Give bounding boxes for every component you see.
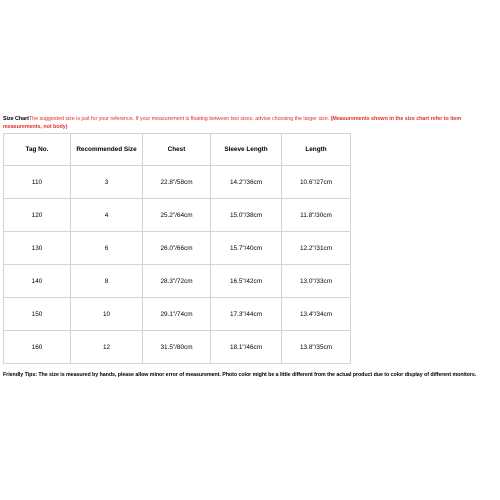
table-row bbox=[4, 199, 351, 232]
cell-chest: 22.8"/58cm bbox=[143, 166, 211, 199]
cell-length: 11.8"/30cm bbox=[282, 199, 351, 232]
cell-sleeve-length: 17.3"/44cm bbox=[211, 298, 282, 331]
measurement-disclaimer: (Measurements shown in the size chart refer to item measurements, not body) bbox=[3, 116, 462, 130]
cell-chest: 25.2"/64cm bbox=[143, 199, 211, 232]
cell-tag-no: 160 bbox=[4, 331, 71, 364]
cell-chest: 29.1"/74cm bbox=[143, 298, 211, 331]
cell-tag-no: 110 bbox=[4, 166, 71, 199]
cell-sleeve-length: 14.2"/36cm bbox=[211, 166, 282, 199]
cell-length: 13.4"/34cm bbox=[282, 298, 351, 331]
size-chart-title: Size Chart bbox=[3, 116, 29, 122]
column-header-length: Length bbox=[282, 134, 351, 166]
cell-recommended-size: 3 bbox=[71, 166, 143, 199]
cell-length: 13.0"/33cm bbox=[282, 265, 351, 298]
cell-recommended-size: 12 bbox=[71, 331, 143, 364]
cell-tag-no: 130 bbox=[4, 232, 71, 265]
cell-sleeve-length: 18.1"/46cm bbox=[211, 331, 282, 364]
column-header-sleeve-length: Sleeve Length bbox=[211, 134, 282, 166]
cell-length: 10.6"/27cm bbox=[282, 166, 351, 199]
cell-recommended-size: 6 bbox=[71, 232, 143, 265]
cell-chest: 26.0"/66cm bbox=[143, 232, 211, 265]
friendly-tips: Friendly Tips: The size is measured by hands, please allow minor error of measurement. Photo color might be a little different from the actual product due to color display of different monitors. bbox=[3, 372, 477, 378]
cell-length: 12.2"/31cm bbox=[282, 232, 351, 265]
column-header-chest: Chest bbox=[143, 134, 211, 166]
cell-tag-no: 140 bbox=[4, 265, 71, 298]
table-row bbox=[4, 298, 351, 331]
cell-sleeve-length: 16.5"/42cm bbox=[211, 265, 282, 298]
table-row bbox=[4, 331, 351, 364]
cell-recommended-size: 10 bbox=[71, 298, 143, 331]
table-row bbox=[4, 265, 351, 298]
table-header-row bbox=[4, 134, 351, 166]
size-chart-table bbox=[3, 133, 351, 364]
cell-tag-no: 120 bbox=[4, 199, 71, 232]
column-header-tag-no: Tag No. bbox=[4, 134, 71, 166]
cell-length: 13.8"/35cm bbox=[282, 331, 351, 364]
cell-sleeve-length: 15.7"/40cm bbox=[211, 232, 282, 265]
size-advice-note: The suggested size is just for your reference. If your measurement is floating between two sizes, advise choosing the larger size. bbox=[28, 116, 330, 122]
size-chart-intro bbox=[3, 116, 497, 131]
cell-chest: 31.5"/80cm bbox=[143, 331, 211, 364]
cell-recommended-size: 4 bbox=[71, 199, 143, 232]
table-row bbox=[4, 166, 351, 199]
cell-recommended-size: 8 bbox=[71, 265, 143, 298]
column-header-recommended-size: Recommended Size bbox=[71, 134, 143, 166]
cell-tag-no: 150 bbox=[4, 298, 71, 331]
table-row bbox=[4, 232, 351, 265]
cell-sleeve-length: 15.0"/38cm bbox=[211, 199, 282, 232]
cell-chest: 28.3"/72cm bbox=[143, 265, 211, 298]
